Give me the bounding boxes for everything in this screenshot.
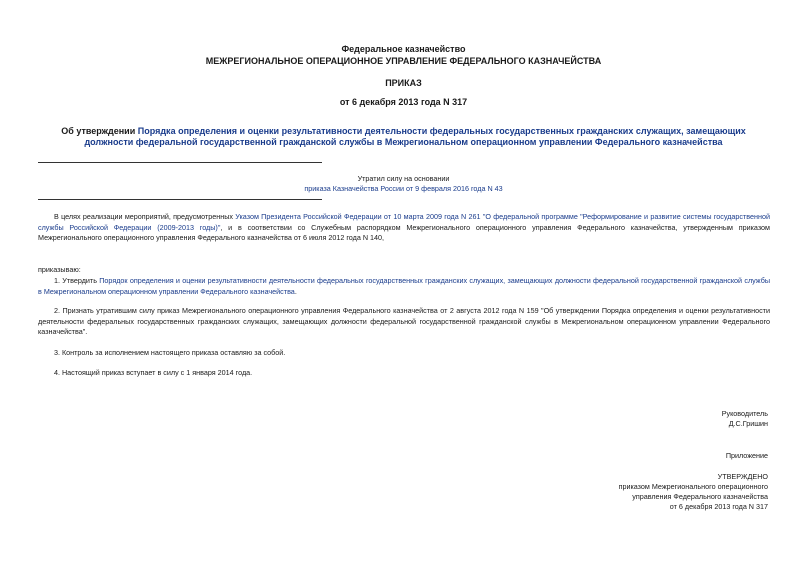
item-4: 4. Настоящий приказ вступает в силу с 1 января 2014 года. (54, 368, 253, 377)
item-3: 3. Контроль за исполнением настоящего приказа оставляю за собой. (54, 348, 286, 357)
status-text: Утратил силу на основании (357, 174, 450, 183)
preamble-paragraph (38, 212, 770, 244)
document-title (40, 126, 767, 148)
doc-type: ПРИКАЗ (385, 78, 422, 88)
approved-line-3: от 6 декабря 2013 года N 317 (669, 502, 768, 511)
preamble-intro: В целях реализации мероприятий, предусмотренных (54, 212, 236, 221)
item-2: 2. Признать утратившим силу приказ Межрегионального операционного управления Федерального казначейства от 2 августа 2012 года N 159 "Об утверждении Порядка определения и оценки результативности деятельности федеральных государственных гражданских служащих, замещающих должности федеральной государственной гражданской службы в Межрегиональном операционном управлении Федерального казначейства". (38, 306, 770, 336)
appendix-label: Приложение (725, 451, 768, 460)
approved-label: УТВЕРЖДЕНО (717, 472, 768, 481)
title-link[interactable]: Порядка определения и оценки результативности деятельности федеральных государственных гражданских служащих, замещающих должности федеральной государственной гражданской службы в Межрегиональном операционном управлении Федерального казначейства (84, 126, 746, 147)
preamble-rest: , и в соответствии со Служебным распорядком Межрегионального операционного управления Федерального казначейства, утвержденным приказом Межрегионального операционного управления Федерального казначейства от 6 июля 2012 года N 140, (38, 222, 770, 242)
item-1-link[interactable]: Порядок определения и оценки результативности деятельности федеральных государственных гражданских служащих, замещающих должности федеральной государственной гражданской службы в Межрегиональном операционном управлении Федерального казначейства (38, 276, 770, 296)
agency-name: Федеральное казначейство (341, 44, 466, 54)
status-link[interactable]: приказа Казначейства России от 9 февраля 2016 года N 43 (304, 184, 503, 193)
preamble-link[interactable]: Указом Президента Российской Федерации от 10 марта 2009 года N 261 "О федеральной программе "Реформирование и развитие системы государственной службы Российской Федерации (2009-2013 годы)" (38, 212, 770, 232)
approved-line-1: приказом Межрегионального операционного (618, 482, 768, 491)
item-1-prefix: 1. Утвердить (54, 276, 100, 285)
department-name: МЕЖРЕГИОНАЛЬНОЕ ОПЕРАЦИОННОЕ УПРАВЛЕНИЕ ФЕДЕРАЛЬНОГО КАЗНАЧЕЙСТВА (205, 56, 602, 66)
divider-bottom (38, 199, 322, 200)
item-1-suffix: . (294, 286, 297, 296)
signature-role: Руководитель (721, 409, 768, 418)
doc-date-number: от 6 декабря 2013 года N 317 (339, 97, 468, 107)
divider-top (38, 162, 322, 163)
title-prefix: Об утверждении (61, 126, 138, 136)
item-1 (38, 276, 770, 297)
order-word: приказываю: (38, 265, 81, 274)
approved-line-2: управления Федерального казначейства (632, 492, 768, 501)
signature-name: Д.С.Гришин (728, 419, 768, 428)
